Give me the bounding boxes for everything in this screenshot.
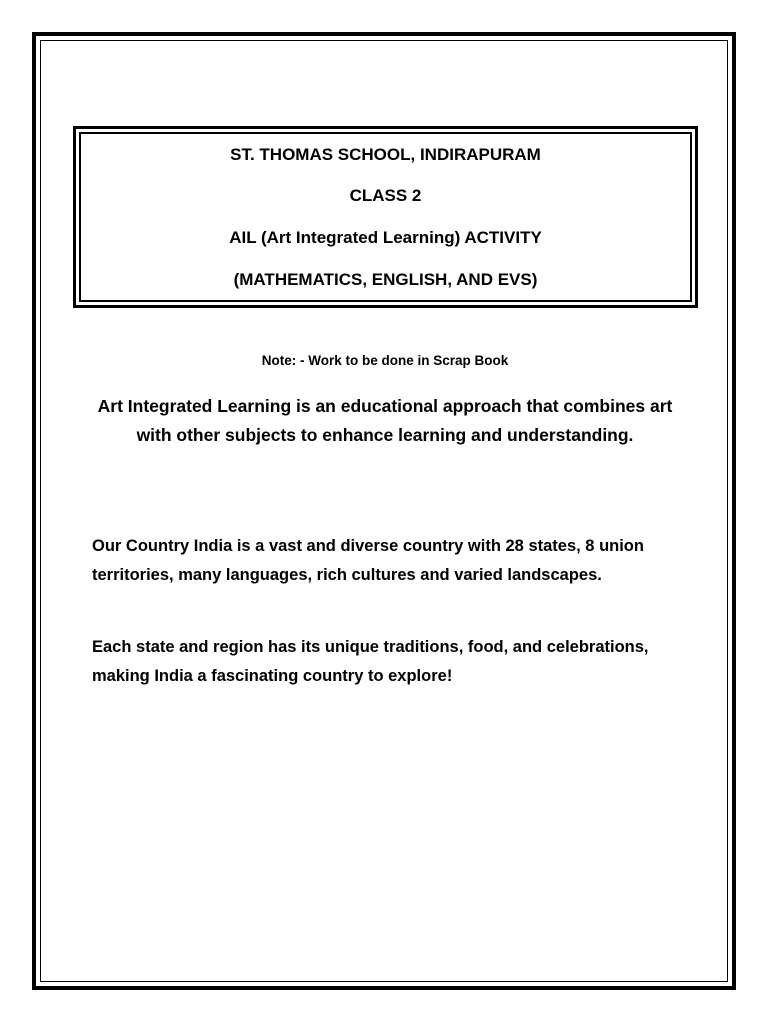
note-text: Note: - Work to be done in Scrap Book [261,353,509,368]
paragraph-india: Our Country India is a vast and diverse country with 28 states, 8 union territories, many languages, rich cultures and varied landscapes. [92,537,644,584]
activity-title: AIL (Art Integrated Learning) ACTIVITY [229,228,542,247]
class-title: CLASS 2 [349,186,422,205]
school-name: ST. THOMAS SCHOOL, INDIRAPURAM [230,145,541,164]
subjects-title: (MATHEMATICS, ENGLISH, AND EVS) [233,270,538,289]
intro-paragraph: Art Integrated Learning is an educational approach that combines art with other subjects to enhance learning and understanding. [97,396,673,445]
paragraph-traditions: Each state and region has its unique traditions, food, and celebrations, making India a fascinating country to explore! [92,638,649,685]
header-box [73,126,698,308]
